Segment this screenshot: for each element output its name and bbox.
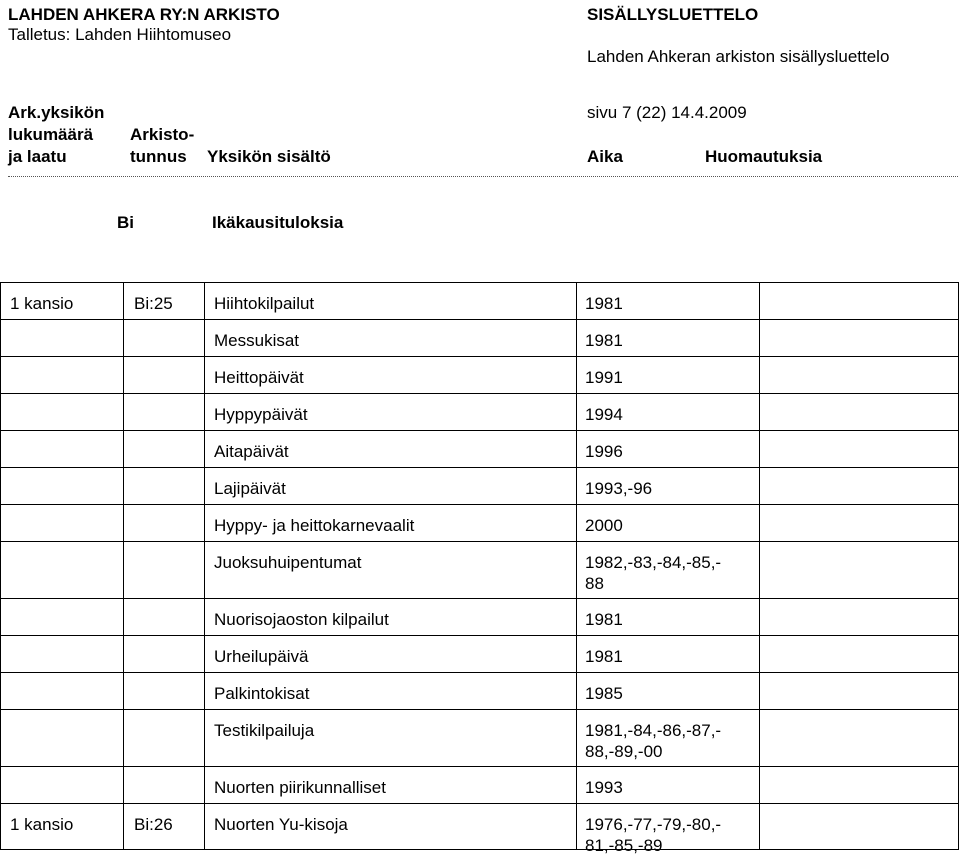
- column-header-units-line1: Ark.yksikön: [8, 103, 105, 122]
- cell-archive-code: Bi:26: [134, 815, 173, 834]
- cell-content: Messukisat: [214, 331, 300, 350]
- cell-content: Urheilupäivä: [214, 647, 309, 666]
- cell-archive-code: Bi:25: [134, 294, 173, 313]
- cell-content: Heittopäivät: [214, 368, 304, 387]
- cell-time: 1981: [585, 294, 623, 313]
- cell-quantity: 1 kansio: [10, 815, 74, 834]
- cell-content: Nuorisojaoston kilpailut: [214, 610, 389, 629]
- table-row: [0, 319, 959, 356]
- section-code: Bi: [117, 213, 134, 232]
- section-title: Ikäkausituloksia: [212, 213, 344, 232]
- table-row: [0, 672, 959, 709]
- cell-content: Nuorten piirikunnalliset: [214, 778, 386, 797]
- column-header-time: Aika: [587, 147, 623, 166]
- column-header-units-line2: lukumäärä: [8, 125, 94, 144]
- cell-content: Hiihtokilpailut: [214, 294, 315, 313]
- cell-time: 2000: [585, 516, 623, 535]
- cell-content: Hyppypäivät: [214, 405, 308, 424]
- cell-content: Aitapäivät: [214, 442, 289, 461]
- cell-content: Hyppy- ja heittokarnevaalit: [214, 516, 415, 535]
- cell-time: 1982,-83,-84,-85,- 88: [585, 553, 722, 593]
- cell-time: 1993: [585, 778, 623, 797]
- cell-time: 1981: [585, 610, 623, 629]
- column-header-archive-code-line1: Arkisto-: [130, 125, 195, 144]
- cell-time: 1994: [585, 405, 623, 424]
- table-row: [0, 393, 959, 430]
- table-row: [0, 635, 959, 672]
- cell-time: 1991: [585, 368, 623, 387]
- table-row: [0, 504, 959, 541]
- table-row: [0, 356, 959, 393]
- column-header-notes: Huomautuksia: [705, 147, 823, 166]
- contents-table: [0, 282, 959, 855]
- cell-time: 1985: [585, 684, 623, 703]
- table-row: [0, 282, 959, 319]
- document-subtitle: Lahden Ahkeran arkiston sisällysluettelo: [587, 47, 890, 66]
- table-row: [0, 467, 959, 504]
- cell-content: Palkintokisat: [214, 684, 310, 703]
- table-row: [0, 766, 959, 803]
- cell-quantity: 1 kansio: [10, 294, 74, 313]
- cell-content: Nuorten Yu-kisoja: [214, 815, 348, 834]
- column-header-units-line3: ja laatu: [8, 147, 67, 166]
- cell-content: Lajipäivät: [214, 479, 286, 498]
- cell-time: 1981: [585, 647, 623, 666]
- table-row: [0, 598, 959, 635]
- header-separator: [8, 176, 958, 177]
- cell-time: 1993,-96: [585, 479, 653, 498]
- cell-time: 1976,-77,-79,-80,- 81,-85,-89: [585, 815, 722, 855]
- table-row: [0, 430, 959, 467]
- cell-content: Testikilpailuja: [214, 721, 315, 740]
- organization-title: LAHDEN AHKERA RY:N ARKISTO: [8, 5, 280, 24]
- cell-content: Juoksuhuipentumat: [214, 553, 362, 572]
- page-info: sivu 7 (22) 14.4.2009: [587, 103, 747, 122]
- table-row: [0, 803, 959, 855]
- document-title: SISÄLLYSLUETTELO: [587, 5, 759, 24]
- cell-time: 1981: [585, 331, 623, 350]
- cell-time: 1996: [585, 442, 623, 461]
- deposit-line: Talletus: Lahden Hiihtomuseo: [8, 25, 232, 44]
- table-row: [0, 541, 959, 598]
- cell-time: 1981,-84,-86,-87,- 88,-89,-00: [585, 721, 722, 761]
- column-header-archive-code-line2: tunnus: [130, 147, 187, 166]
- table-row: [0, 709, 959, 766]
- column-header-content: Yksikön sisältö: [207, 147, 331, 166]
